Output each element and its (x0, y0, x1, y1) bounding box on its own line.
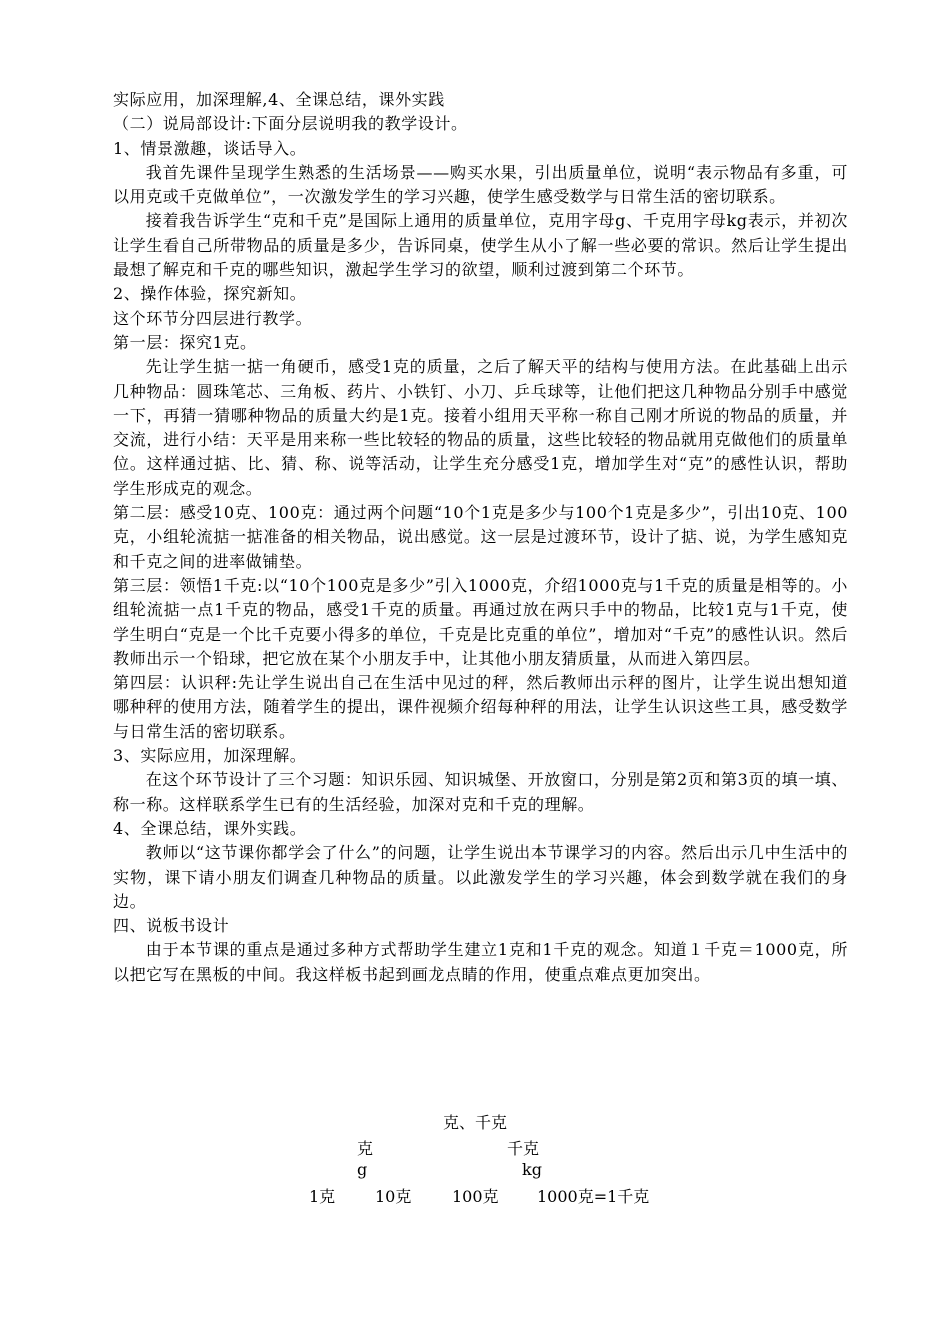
paragraph: 由于本节课的重点是通过多种方式帮助学生建立1克和1千克的观念。知道１千克＝1000克，所以把它写在黑板的中间。我这样板书起到画龙点睛的作用，使重点难点更加突出。 (113, 940, 848, 984)
board-value: 1克 (309, 1187, 336, 1206)
board-title: 克、千克 (443, 1113, 508, 1132)
paragraph: 在这个环节设计了三个习题：知识乐园、知识城堡、开放窗口，分别是第2页和第3页的填一填、称一称。这样联系学生已有的生活经验，加深对克和千克的理解。 (113, 770, 848, 814)
board-kilogram-symbol: kg (522, 1160, 542, 1179)
paragraph: 我首先课件呈现学生熟悉的生活场景——购买水果，引出质量单位，说明“表示物品有多重，可以用克或千克做单位”，一次激发学生的学习兴趣，使学生感受数学与日常生活的密切联系。 (113, 162, 848, 207)
paragraph: （二）说局部设计:下面分层说明我的教学设计。 (113, 114, 468, 134)
board-kilogram-label: 千克 (507, 1139, 540, 1158)
paragraph: 实际应用，加深理解,4、全课总结，课外实践 (113, 90, 445, 109)
board-gram-label: 克 (357, 1139, 374, 1158)
section-heading: 四、说板书设计 (113, 916, 230, 936)
board-value: 100克 (452, 1187, 499, 1206)
body-text (113, 88, 848, 987)
section-heading: 4、全课总结，课外实践。 (113, 818, 307, 838)
paragraph: 第一层：探究1克。 (113, 332, 257, 352)
paragraph: 教师以“这节课你都学会了什么”的问题，让学生说出本节课学习的内容。然后出示几中生活中的实物，课下请小朋友们调查几种物品的质量。以此激发学生的学习兴趣，体会到数学就在我们的身边。 (113, 843, 848, 911)
section-heading: 1、情景激趣，谈话导入。 (113, 138, 307, 158)
paragraph: 第四层：认识秤:先让学生说出自己在生活中见过的秤，然后教师出示秤的图片，让学生说出想知道哪种秤的使用方法，随着学生的提出，课件视频介绍每种秤的用法，让学生认识这些工具，感受数学与日常生活的密切联系。 (113, 673, 848, 741)
board-gram-symbol: g (357, 1160, 368, 1179)
blackboard-design (0, 1110, 950, 1210)
paragraph: 第二层：感受10克、100克：通过两个问题“10个1克是多少与100个1克是多少”，引出10克、100克，小组轮流掂一掂准备的相关物品，说出感觉。这一层是过渡环节，设计了掂、说，为学生感知克和千克之间的进率做铺垫。 (113, 503, 848, 571)
paragraph: 这个环节分四层进行教学。 (113, 308, 313, 328)
board-value: 10克 (375, 1187, 412, 1206)
paragraph: 第三层：领悟1千克:以“10个100克是多少”引入1000克，介绍1000克与1千克的质量是相等的。小组轮流掂一点1千克的物品，感受1千克的质量。再通过放在两只手中的物品，比较1克与1千克，使学生明白“克是一个比千克要小得多的单位，千克是比克重的单位”，增加对“千克”的感性认识。然后教师出示一个铅球，把它放在某个小朋友手中，让其他小朋友猜质量，从而进入第四层。 (113, 575, 848, 668)
paragraph: 接着我告诉学生“克和千克”是国际上通用的质量单位，克用字母g、千克用字母kg表示，并初次让学生看自己所带物品的质量是多少，告诉同桌，使学生从小了解一些必要的常识。然后让学生提出最想了解克和千克的哪些知识，激起学生学习的欲望，顺利过渡到第二个环节。 (113, 211, 848, 280)
section-heading: 2、操作体验，探究新知。 (113, 284, 307, 304)
board-value: 1000克=1千克 (537, 1187, 650, 1206)
paragraph: 先让学生掂一掂一角硬币，感受1克的质量，之后了解天平的结构与使用方法。在此基础上出示几种物品：圆珠笔芯、三角板、药片、小铁钉、小刀、乒乓球等，让他们把这几种物品分别手中感觉一下，再猜一猜哪种物品的质量大约是1克。接着小组用天平称一称自己刚才所说的物品的质量，并交流，进行小结：天平是用来称一些比较轻的物品的质量，这些比较轻的物品就用克做他们的质量单位。这样通过掂、比、猜、称、说等活动，让学生充分感受1克，增加学生对“克”的感性认识，帮助学生形成克的观念。 (113, 357, 848, 498)
section-heading: 3、实际应用，加深理解。 (113, 746, 307, 766)
